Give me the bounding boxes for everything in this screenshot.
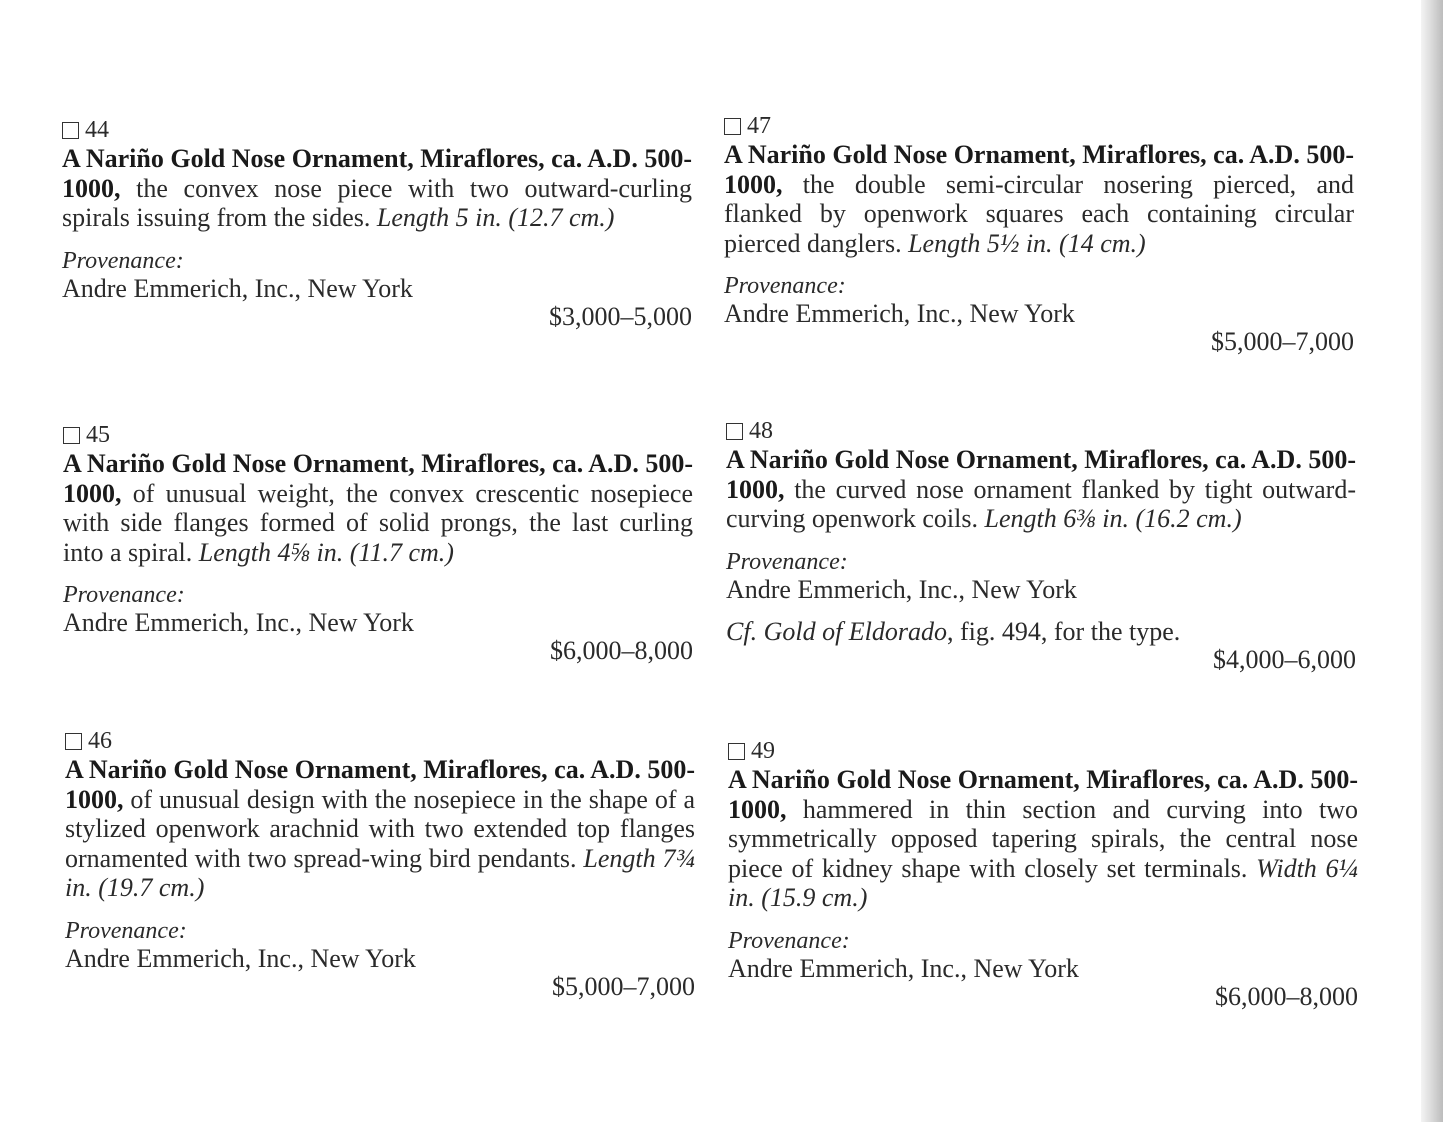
lot-description	[62, 144, 692, 233]
lot-number-text: 45	[86, 422, 110, 448]
lot-estimate: $3,000–5,000	[549, 301, 692, 331]
lot-number-text: 49	[751, 738, 775, 764]
lot-number-text: 46	[88, 728, 112, 754]
lot-description	[65, 755, 695, 903]
lot-checkbox[interactable]	[724, 118, 741, 135]
lot-entry	[65, 727, 695, 1001]
provenance-label: Provenance:	[63, 582, 185, 608]
provenance-value: Andre Emmerich, Inc., New York	[63, 608, 414, 637]
lot-number	[726, 417, 1356, 445]
lot-title: A Nariño Gold Nose Ornament, Miraflores, ca. A.D. 500-1000,	[65, 755, 695, 814]
lot-estimate: $5,000–7,000	[1211, 327, 1354, 356]
lot-checkbox[interactable]	[65, 733, 82, 750]
provenance-label: Provenance:	[726, 548, 848, 575]
lot-number-text: 48	[749, 418, 773, 444]
lot-checkbox[interactable]	[728, 743, 745, 760]
lot-description	[63, 449, 693, 567]
lot-description-text: of unusual design with the nosepiece in the shape of a stylized openwork arachnid with two extended top flanges ornamented with two spread-wing bird pendants.	[65, 784, 695, 873]
lot-entry	[724, 112, 1354, 356]
lot-description-text: the convex nose piece with two outward-curling spirals issuing from the sides.	[62, 173, 692, 232]
reference-title: Cf. Gold of Eldorado	[726, 616, 948, 646]
lot-dimensions: Length 6⅜ in. (16.2 cm.)	[984, 504, 1242, 533]
lot-number-text: 44	[85, 117, 109, 143]
lot-title: A Nariño Gold Nose Ornament, Miraflores, ca. A.D. 500-1000,	[724, 140, 1354, 199]
lot-entry	[62, 116, 692, 331]
lot-checkbox[interactable]	[63, 427, 80, 444]
lot-entry	[726, 417, 1356, 674]
lot-number	[728, 737, 1358, 765]
page-gutter-shadow	[1421, 0, 1443, 1122]
lot-dimensions: Length 4⅝ in. (11.7 cm.)	[198, 537, 454, 567]
lot-number	[724, 112, 1354, 140]
lot-dimensions: Width 6¼ in. (15.9 cm.)	[728, 853, 1359, 912]
lot-dimensions: Length 5½ in. (14 cm.)	[908, 228, 1146, 258]
lot-estimate: $6,000–8,000	[550, 636, 693, 665]
lot-number-text: 47	[747, 113, 771, 139]
provenance-label: Provenance:	[65, 917, 187, 944]
provenance-label: Provenance:	[724, 273, 846, 299]
provenance-value: Andre Emmerich, Inc., New York	[65, 943, 416, 973]
provenance-value: Andre Emmerich, Inc., New York	[726, 574, 1077, 604]
lot-number	[62, 116, 692, 144]
lot-title: A Nariño Gold Nose Ornament, Miraflores, ca. A.D. 500-1000,	[728, 765, 1358, 824]
lot-title: A Nariño Gold Nose Ornament, Miraflores, ca. A.D. 500-1000,	[63, 449, 693, 508]
lot-checkbox[interactable]	[726, 423, 743, 440]
provenance-value: Andre Emmerich, Inc., New York	[728, 953, 1079, 983]
provenance-label: Provenance:	[728, 927, 850, 954]
lot-title: A Nariño Gold Nose Ornament, Miraflores, ca. A.D. 500-1000,	[726, 445, 1356, 504]
lot-dimensions: Length 7¾ in. (19.7 cm.)	[65, 843, 695, 902]
provenance-value: Andre Emmerich, Inc., New York	[62, 273, 413, 303]
lot-entry	[728, 737, 1358, 1011]
lot-description-text: of unusual weight, the convex crescentic nosepiece with side flanges formed of solid prongs, the last curling into a spiral.	[63, 478, 693, 567]
lot-title: A Nariño Gold Nose Ornament, Miraflores, ca. A.D. 500-1000,	[62, 144, 692, 203]
provenance-value: Andre Emmerich, Inc., New York	[724, 299, 1075, 328]
reference-text: , fig. 494, for the type.	[947, 616, 1181, 646]
reference-note	[726, 618, 1356, 646]
lot-checkbox[interactable]	[62, 122, 79, 139]
lot-entry	[63, 421, 693, 665]
lot-description-text: hammered in thin section and curving into two symmetrically opposed tapering spirals, the central nose piece of kidney shape with closely set terminals.	[728, 794, 1358, 883]
lot-dimensions: Length 5 in. (12.7 cm.)	[376, 203, 615, 232]
lot-description-text: the curved nose ornament flanked by tight outward-curving openwork coils.	[726, 474, 1356, 533]
lot-description	[724, 140, 1354, 258]
lot-estimate: $4,000–6,000	[1213, 644, 1356, 674]
provenance-label: Provenance:	[62, 247, 184, 274]
lot-number	[63, 421, 693, 449]
lot-estimate: $5,000–7,000	[552, 971, 695, 1001]
lot-description-text: the double semi-circular nosering pierced, and flanked by openwork squares each containing circular pierced danglers.	[724, 169, 1354, 258]
lot-estimate: $6,000–8,000	[1215, 981, 1358, 1011]
lot-number	[65, 727, 695, 755]
lot-description	[728, 765, 1358, 913]
lot-description	[726, 445, 1356, 534]
